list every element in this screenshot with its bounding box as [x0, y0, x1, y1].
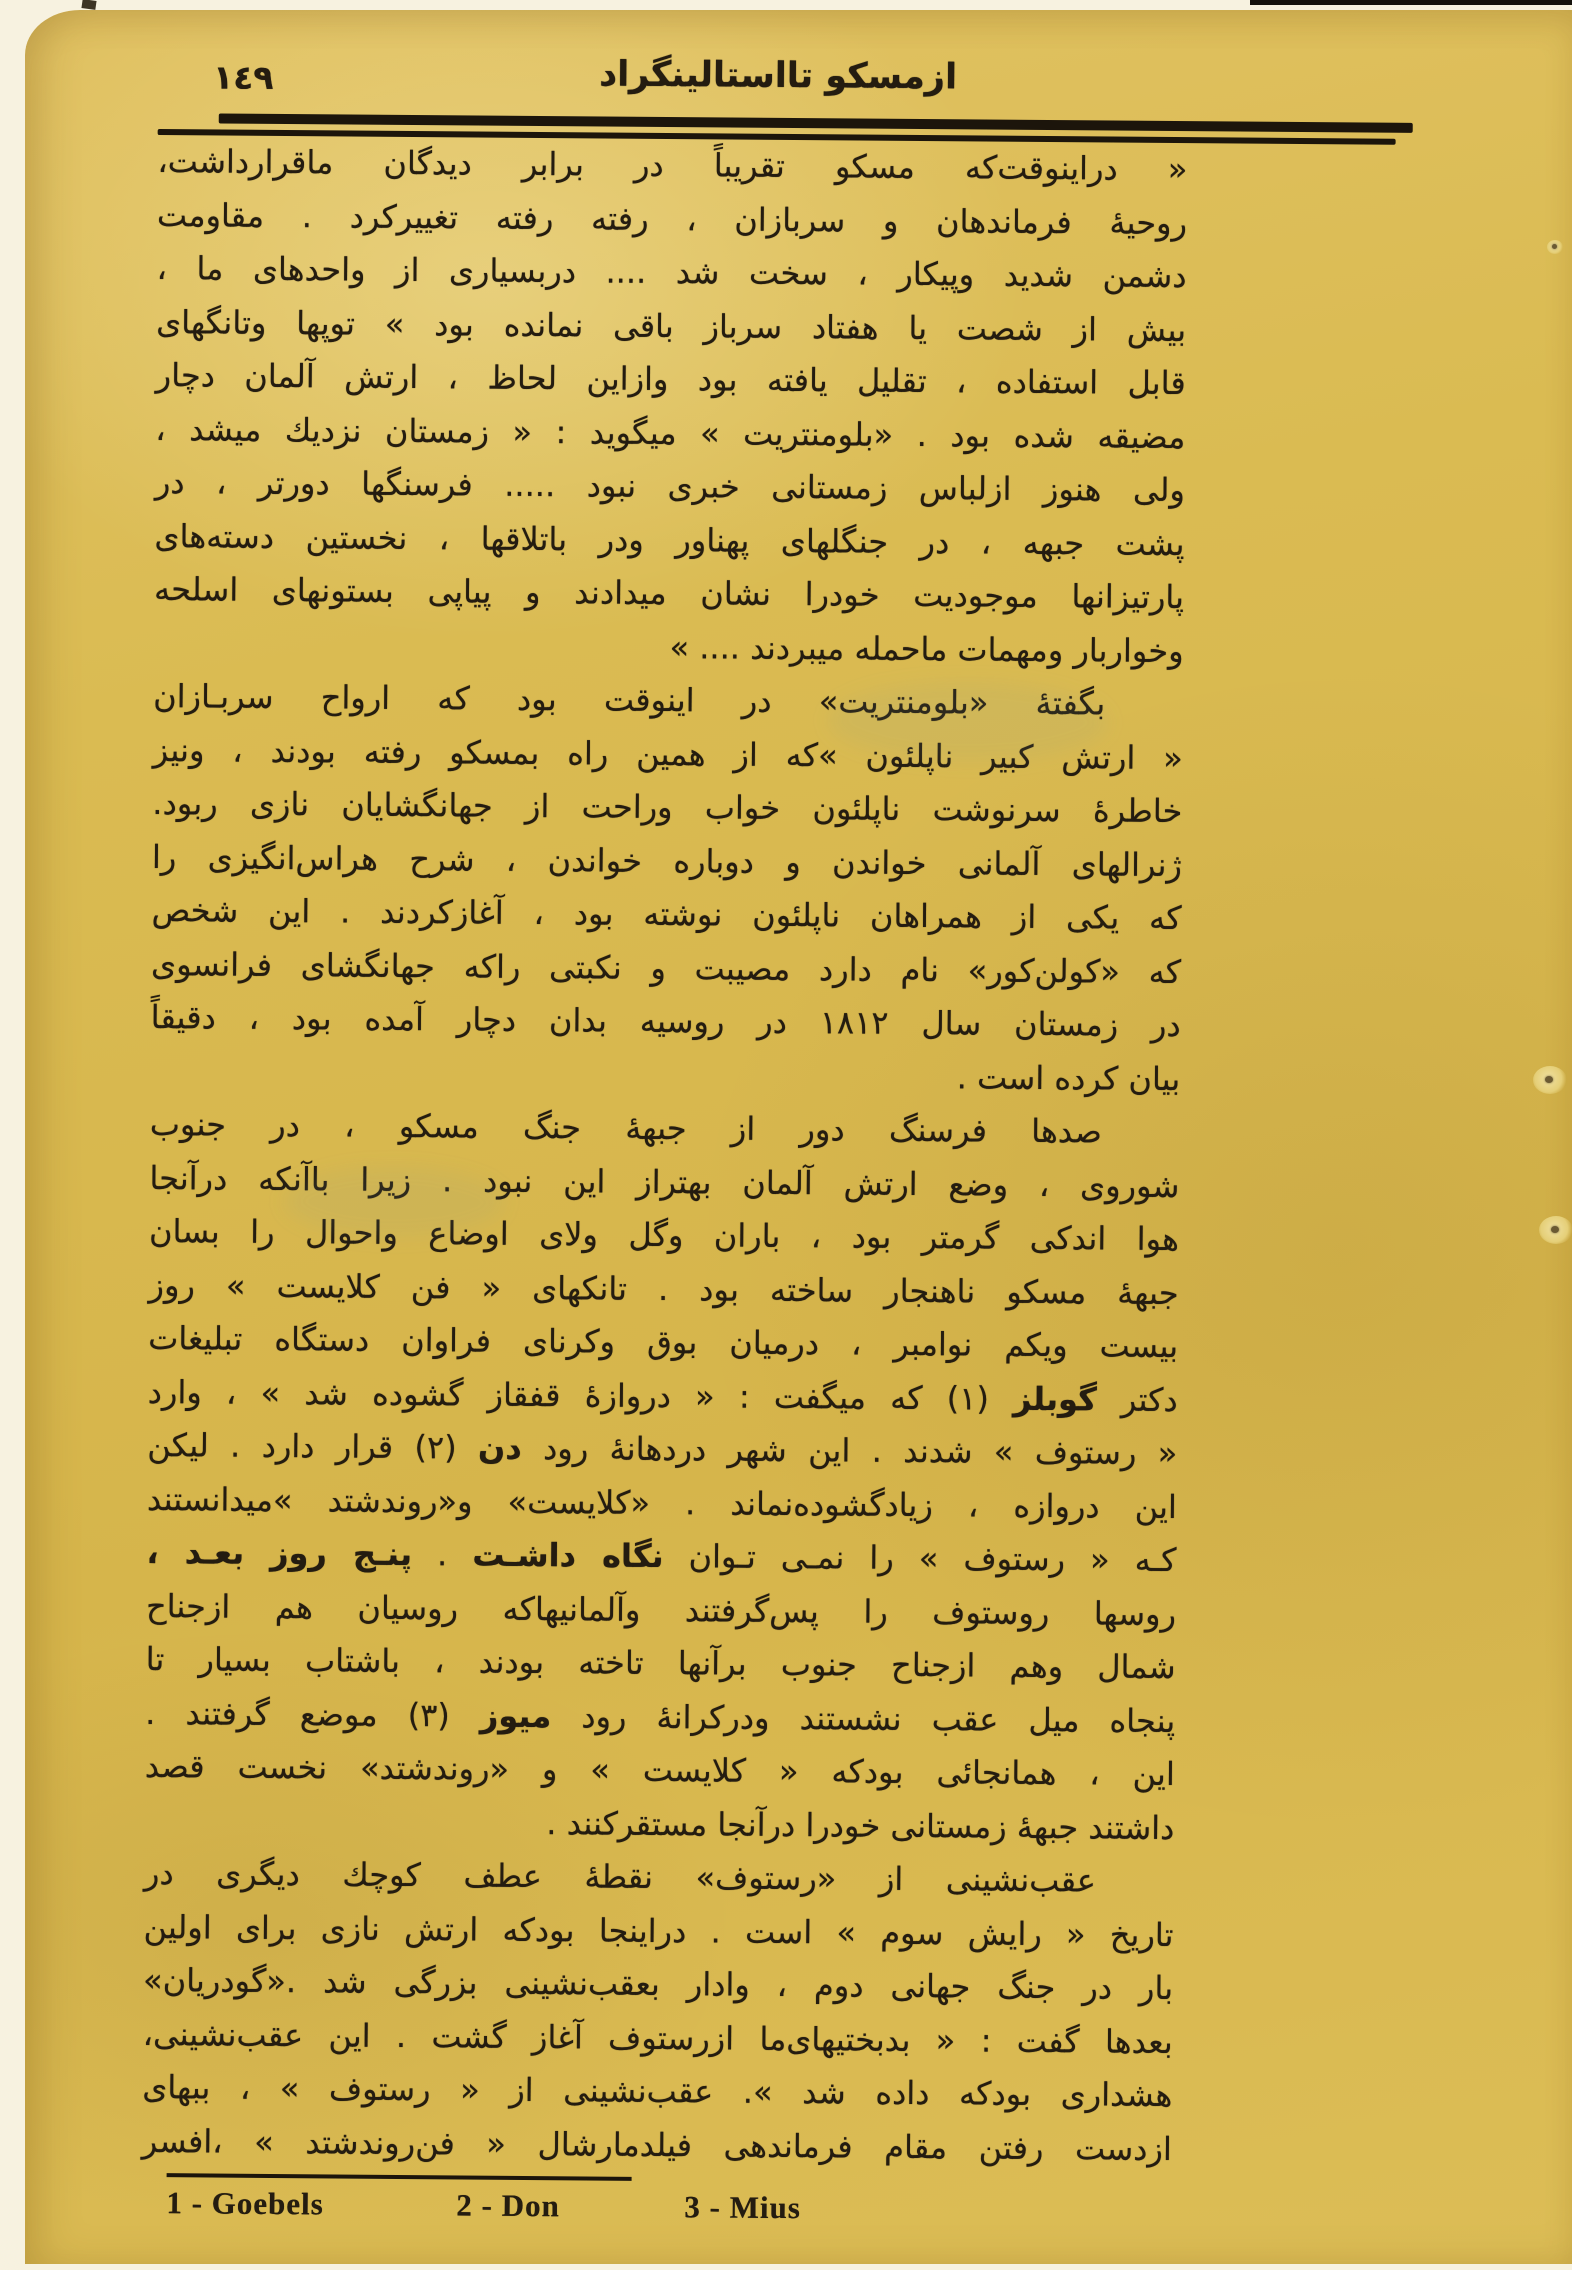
text-line: پنجاه میل عقب نشستند ودرکرانهٔ رود میوز (٣) موضع گرفتند .	[145, 1693, 1176, 1740]
text-line: وخواربار ومهمات ماحمله میبردند .... »	[669, 627, 1184, 670]
text-line: روسها روستوف را پس‌گرفتند وآلمانیهاکه روسیان هم ازجناح	[145, 1586, 1177, 1633]
text-line: بیست ویکم نوامبر ، درمیان بوق وکرنای فراوان دستگاه تبلیغات	[148, 1319, 1179, 1366]
text-line: این دروازه ، زیادگشوده‌نماند . «کلایست» و«روندشتد »میدانستند	[146, 1479, 1178, 1526]
binding-hole	[1547, 240, 1563, 254]
text-line: این ، همانجائی بودکه « کلایست » و «روندشتد» نخست قصد	[144, 1746, 1175, 1794]
text-line: قابل استفاده ، تقلیل یافته بود وازاین لحاظ ، ارتش آلمان دچار	[155, 356, 1186, 403]
binding-hole	[1533, 1066, 1567, 1094]
text-line: ولی هنوز ازلباس زمستانی خبری نبود ..... فرسنگها دورتر ، در	[154, 463, 1186, 510]
text-line: هوا اندکی گرمتر بود ، باران وگل ولای اوضاع واحوال را بسان	[148, 1212, 1180, 1259]
text-line: بعدها گفت : « بدبختیهای‌ما ازرستوف آغاز گشت . این عقب‌نشینی،	[142, 2014, 1173, 2061]
text-line: شمال وهم ازجناح جنوب برآنها تاخته بودند ، باشتاب بسیار تا	[145, 1639, 1176, 1687]
page-content	[16, 4, 1572, 2270]
text-line: دشمن شدید وپیکار ، سخت شد .... دربسیاری از واحدهای ما ،	[156, 249, 1187, 296]
footnote-2: 2 - Don	[456, 2187, 560, 2224]
text-line: کـه « رستوف » را نمـی تـوان نگاه داشـت . پنـج روز بعـد ،	[146, 1532, 1177, 1580]
footnote-1: 1 - Goebels	[166, 2185, 324, 2222]
text-line: در زمستان سال ١٨١٢ در روسیه بدان دچار آمده بود ، دقیقاً	[150, 998, 1181, 1045]
text-line: جبههٔ مسکو ناهنجار ساخته بود . تانکهای « فن کلایست » روز	[148, 1265, 1179, 1312]
text-line: داشتند جبههٔ زمستانی خودرا درآنجا مستقرکنند .	[546, 1803, 1175, 1847]
text-line: « دراینوقت‌که مسکو تقریباً در برابر دیدگان ماقرارداشت،	[157, 142, 1188, 189]
text-line: ازدست رفتن مقام فرماندهی فیلدمارشال « فن‌روندشتد » ،افسر	[141, 2121, 1173, 2168]
footnote-rule	[167, 2173, 632, 2181]
text-line: بار در جنگ جهانی دوم ، وادار بعقب‌نشینی بزرگی شد .«گودریان»	[142, 1960, 1174, 2008]
page-header-title: ازمسکو تااستالینگراد	[599, 54, 958, 98]
text-line: بیان کرده است .	[956, 1057, 1181, 1098]
book-page-paper	[25, 10, 1572, 2264]
text-line: شوروی ، وضع ارتش آلمان بهتراز این نبود . زیرا باآنکه درآنجا	[149, 1158, 1180, 1205]
text-line: هشداری بودکه داده شد ». عقب‌نشینی از « رستوف » ، ببهای	[142, 2067, 1173, 2115]
binding-hole	[1539, 1216, 1572, 1244]
text-line: دکتر گوبلز (١) که میگفت : « دروازهٔ قفقاز گشوده شد » ، وارد	[147, 1372, 1178, 1419]
text-line: تاریخ « رایش سوم » است . دراینجا بودکه ارتش نازی برای اولین	[143, 1907, 1174, 1954]
text-line: که یکی از همراهان ناپلئون نوشته بود ، آغازکردند . این شخص	[151, 891, 1182, 938]
text-line: صدها فرسنگ دور از جبههٔ جنگ مسکو ، در جنوب	[149, 1105, 1102, 1151]
text-line: ژنرالهای آلمانی خواندن و دوباره خواندن ، شرح هراس‌انگیزی را	[151, 837, 1183, 884]
text-line: روحیهٔ فرماندهان و سربازان ، رفته رفته تغییرکرد . مقاومت	[156, 195, 1188, 242]
text-line: مضیقه شده بود . «بلومنتریت » میگوید : « زمستان نزدیك میشد ،	[155, 409, 1186, 456]
body-text	[142, 135, 1188, 2176]
page-corner-mark	[81, 0, 96, 10]
text-line: که «کولن‌کور» نام دارد مصیبت و نکبتی راکه جهانگشای فرانسوی	[150, 944, 1182, 991]
text-line: پشت جبهه ، در جنگلهای پهناور ودر باتلاقها ، نخستین دسته‌های	[154, 516, 1185, 563]
text-line: خاطرهٔ سرنوشت ناپلئون خواب وراحت از جهانگشایان نازی ربود.	[152, 784, 1183, 831]
page-number: ١٤٩	[212, 57, 274, 97]
text-line: عقب‌نشینی از «رستوف» نقطهٔ عطف کوچك دیگری در	[143, 1853, 1097, 1900]
scan-edge-shadow	[1250, 0, 1572, 5]
text-line: « ارتش کبیر ناپلئون »که از همین راه بمسکو رفته بودند ، ونیز	[152, 730, 1183, 777]
footnote-3: 3 - Mius	[684, 2189, 802, 2226]
text-line: « رستوف » شدند . این شهر دردهانهٔ رود دن (٢) قرار دارد . لیکن	[147, 1426, 1178, 1473]
text-line: بگفتهٔ «بلومنتریت» در اینوقت بود که ارواح سربـازان	[153, 677, 1106, 723]
text-line: پارتیزانها موجودیت خودرا نشان میدادند و پیاپی بستونهای اسلحه	[153, 570, 1185, 617]
text-line: بیش از شصت یا هفتاد سرباز باقی نمانده بود » توپها وتانگهای	[156, 302, 1187, 349]
